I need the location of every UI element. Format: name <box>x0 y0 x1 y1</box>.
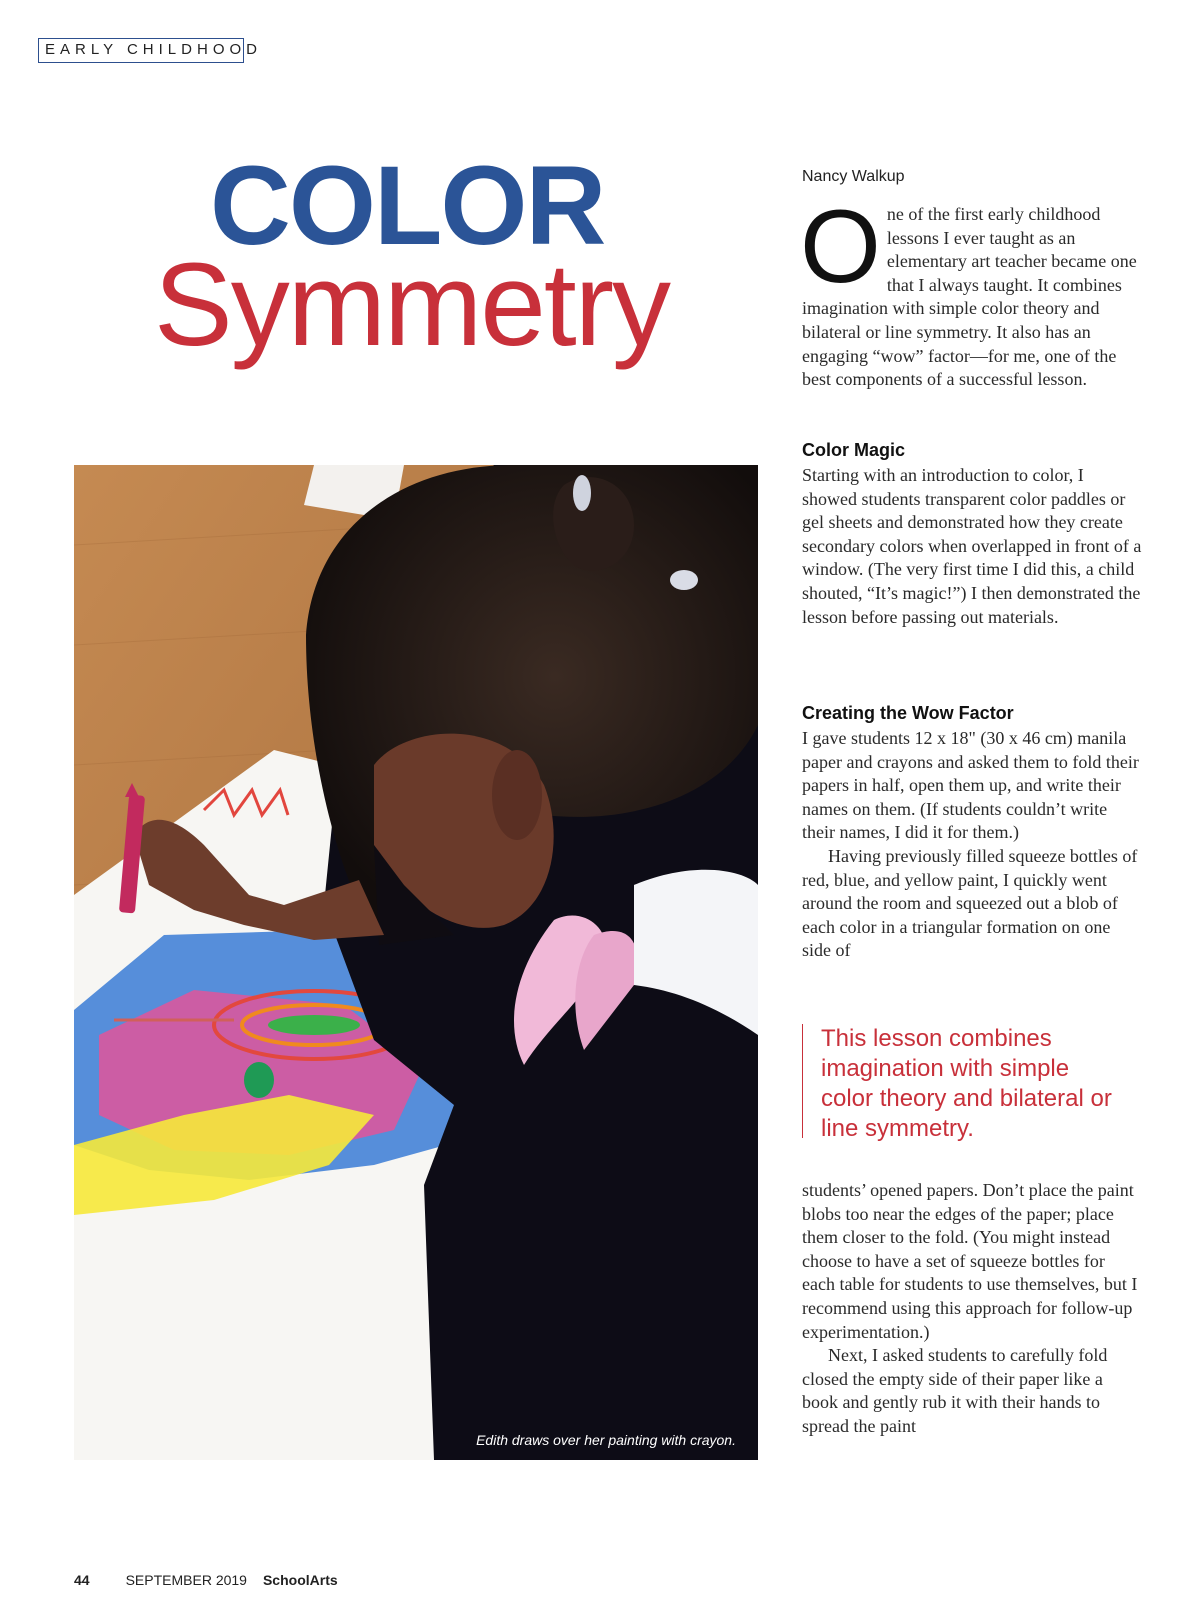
pull-quote: This lesson combines imagination with simple color theory and bilateral or line symmetry. <box>802 1024 1121 1138</box>
section-tag: EARLY CHILDHOOD <box>38 38 244 63</box>
page-number: 44 <box>74 1572 90 1588</box>
subhead-color-magic: Color Magic <box>802 440 906 460</box>
paragraph: I gave students 12 x 18" (30 x 46 cm) manila paper and crayons and asked them to fold their papers in half, open them up, and write their names on them. (If students couldn’t write their names, I did it for them.) <box>802 728 1139 843</box>
subhead-wow-factor: Creating the Wow Factor <box>802 703 1014 723</box>
paragraph: students’ opened papers. Don’t place the paint blobs too near the edges of the paper; place them closer to the fold. (You might instead choose to have a set of squeeze bottles for each table for students to use themselves, but I recommend using this approach for follow-up experimentation.) <box>802 1180 1138 1342</box>
magazine-name: SchoolArts <box>262 1572 338 1588</box>
drop-cap: O <box>800 189 881 305</box>
issue-date: SEPTEMBER 2019 <box>125 1572 247 1588</box>
photo-child-drawing <box>74 465 758 1460</box>
paragraph: Having previously filled squeeze bottles of red, blue, and yellow paint, I quickly went around the room and squeezed out a blob of each color in a triangular formation on one side of <box>802 845 1138 961</box>
paragraph: Next, I asked students to carefully fold closed the empty side of their paper like a book and gently rub it with their hands to spread the paint <box>802 1345 1108 1436</box>
photo-illustration <box>74 465 758 1460</box>
title-line-symmetry: Symmetry <box>154 239 669 371</box>
continued-text <box>802 1179 1142 1439</box>
title-line-color: COLOR <box>210 143 605 268</box>
photo-caption: Edith draws over her painting with crayon. <box>476 1432 736 1448</box>
byline: Nancy Walkup <box>802 168 905 185</box>
intro-text: ne of the first early childhood lessons I ever taught as an elementary art teacher became one that I always taught. It combines imagination with simple color theory and bilateral or line symmetry. It also has an engaging “wow” factor—for me, one of the best components of a successful lesson. <box>802 204 1137 390</box>
intro-paragraph <box>800 189 1142 392</box>
paragraph: Starting with an introduction to color, I showed students transparent color paddles or gel sheets and demonstrated how they create secondary colors when overlapped in front of a window. (The very first time I did this, a child shouted, “It’s magic!”) I then demonstrated the lesson before passing out materials. <box>802 465 1142 627</box>
section-color-magic <box>802 464 1142 629</box>
section-wow-factor <box>802 727 1142 963</box>
page-footer <box>74 1572 338 1588</box>
